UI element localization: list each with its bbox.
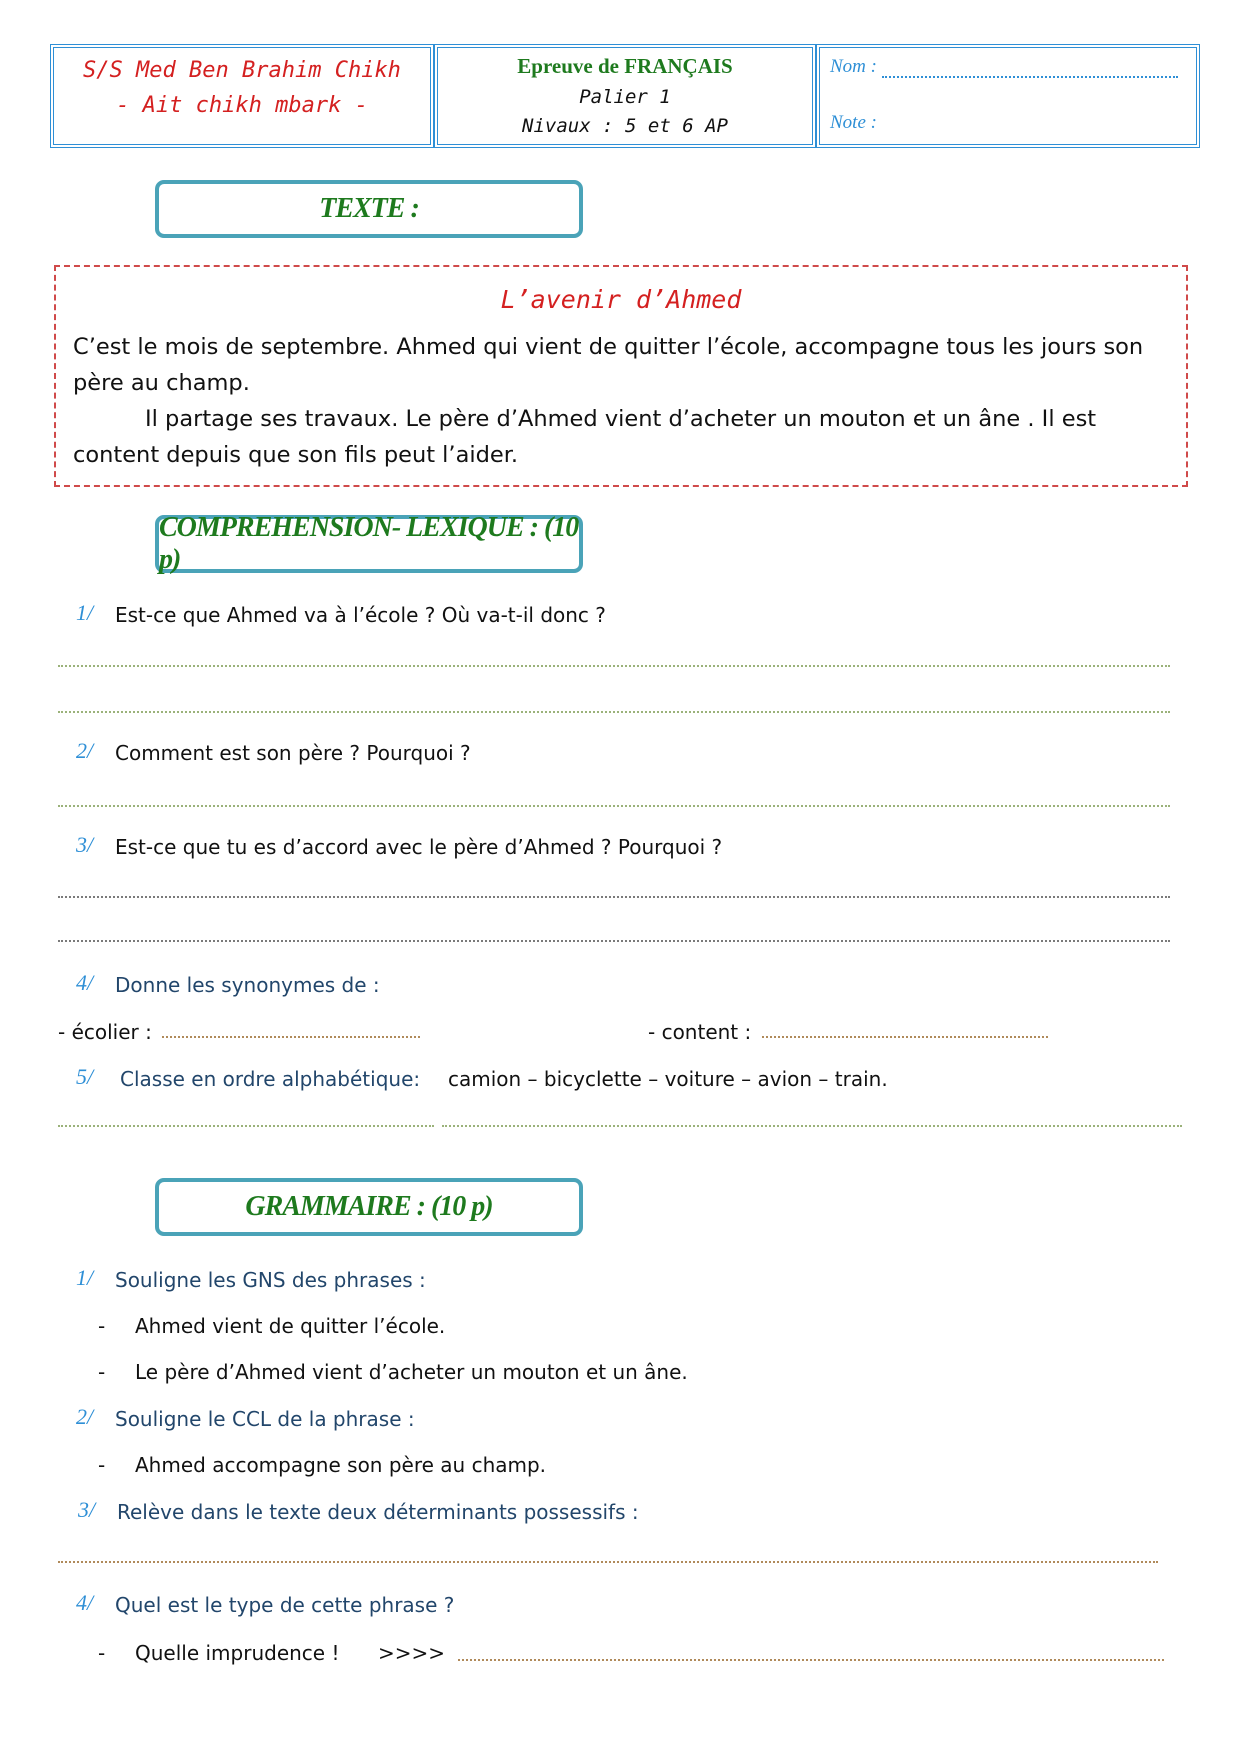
reading-body — [73, 329, 1173, 473]
gram-q3-text: Relève dans le texte deux déterminants possessifs : — [117, 1500, 639, 1524]
nom-label: Nom : — [830, 56, 877, 77]
comp-q4-text: Donne les synonymes de : — [115, 973, 380, 997]
comp-q1-number: 1/ — [76, 600, 94, 625]
comp-q5-answer-line-b[interactable] — [442, 1125, 1182, 1127]
school-location: - Ait chikh mbark - — [116, 93, 368, 118]
reading-text-box — [54, 265, 1188, 487]
comp-q1-answer-line-1[interactable] — [58, 665, 1170, 667]
exam-title: Epreuve de FRANÇAIS — [517, 54, 733, 78]
comp-q3-text: Est-ce que tu es d’accord avec le père d’Ahmed ? Pourquoi ? — [115, 835, 723, 859]
bullet: - — [98, 1453, 106, 1477]
comp-q2-answer-line[interactable] — [58, 805, 1170, 807]
comp-q5-number: 5/ — [76, 1064, 94, 1089]
note-label: Note : — [830, 112, 877, 133]
gram-q1-sentence-1: Ahmed vient de quitter l’école. — [135, 1314, 446, 1338]
header-exam-box — [434, 44, 816, 148]
gram-q2-text: Souligne le CCL de la phrase : — [115, 1407, 415, 1431]
comp-q5-text: Classe en ordre alphabétique: — [120, 1067, 421, 1091]
header-student-box — [816, 44, 1200, 148]
gram-q1-number: 1/ — [76, 1265, 94, 1290]
exam-niveaux: Nivaux : 5 et 6 AP — [522, 115, 728, 137]
texte-section-box — [155, 180, 583, 238]
gram-q4-sentence: Quelle imprudence ! — [135, 1641, 340, 1665]
gram-q4-number: 4/ — [76, 1590, 94, 1615]
bullet: - — [98, 1360, 106, 1384]
texte-section-title: TEXTE : — [319, 193, 419, 224]
bullet: - — [98, 1314, 106, 1338]
gram-q4-text: Quel est le type de cette phrase ? — [115, 1593, 455, 1617]
synonym-ecolier-field[interactable] — [162, 1036, 420, 1038]
header-school-box — [50, 44, 434, 148]
gram-q1-text: Souligne les GNS des phrases : — [115, 1268, 426, 1292]
school-name: S/S Med Ben Brahim Chikh — [83, 58, 401, 83]
gram-q4-answer-line[interactable] — [458, 1659, 1164, 1661]
comp-q5-answer-line-a[interactable] — [58, 1125, 434, 1127]
exam-palier: Palier 1 — [579, 86, 671, 108]
comp-q4-number: 4/ — [76, 970, 94, 995]
synonym-content-field[interactable] — [762, 1036, 1048, 1038]
comprehension-section-box — [155, 512, 583, 575]
gram-q3-number: 3/ — [78, 1497, 96, 1522]
bullet: - — [98, 1641, 106, 1665]
comp-q3-answer-line-2[interactable] — [58, 940, 1170, 942]
synonym-ecolier-label: - écolier : — [58, 1020, 152, 1044]
comp-q1-text: Est-ce que Ahmed va à l’école ? Où va-t-il donc ? — [115, 603, 606, 627]
comp-q5-words: camion – bicyclette – voiture – avion – train. — [448, 1067, 888, 1091]
gram-q2-sentence-1: Ahmed accompagne son père au champ. — [135, 1453, 547, 1477]
synonym-content-label: - content : — [648, 1020, 752, 1044]
reading-title: L’avenir d’Ahmed — [500, 285, 742, 314]
gram-q4-arrow: >>>> — [378, 1641, 446, 1665]
reading-paragraph-2: Il partage ses travaux. Le père d’Ahmed vient d’acheter un mouton et un âne . Il est content depuis que son fils peut l’aider. — [73, 406, 1097, 468]
gram-q2-number: 2/ — [76, 1404, 94, 1429]
comp-q2-text: Comment est son père ? Pourquoi ? — [115, 741, 471, 765]
comp-q3-number: 3/ — [76, 832, 94, 857]
reading-paragraph-1: C’est le mois de septembre. Ahmed qui vient de quitter l’école, accompagne tous les jours son père au champ. — [73, 334, 1144, 396]
comp-q3-answer-line-1[interactable] — [58, 896, 1170, 898]
nom-field[interactable] — [882, 76, 1178, 78]
comp-q1-answer-line-2[interactable] — [58, 711, 1170, 713]
grammaire-section-title: GRAMMAIRE : (10 p) — [245, 1191, 493, 1222]
comprehension-section-title: COMPREHENSION- LEXIQUE : (10 p) — [159, 512, 579, 575]
gram-q1-sentence-2: Le père d’Ahmed vient d’acheter un mouton et un âne. — [135, 1360, 688, 1384]
gram-q3-answer-line[interactable] — [58, 1561, 1158, 1563]
comp-q2-number: 2/ — [76, 738, 94, 763]
grammaire-section-box — [155, 1178, 583, 1236]
